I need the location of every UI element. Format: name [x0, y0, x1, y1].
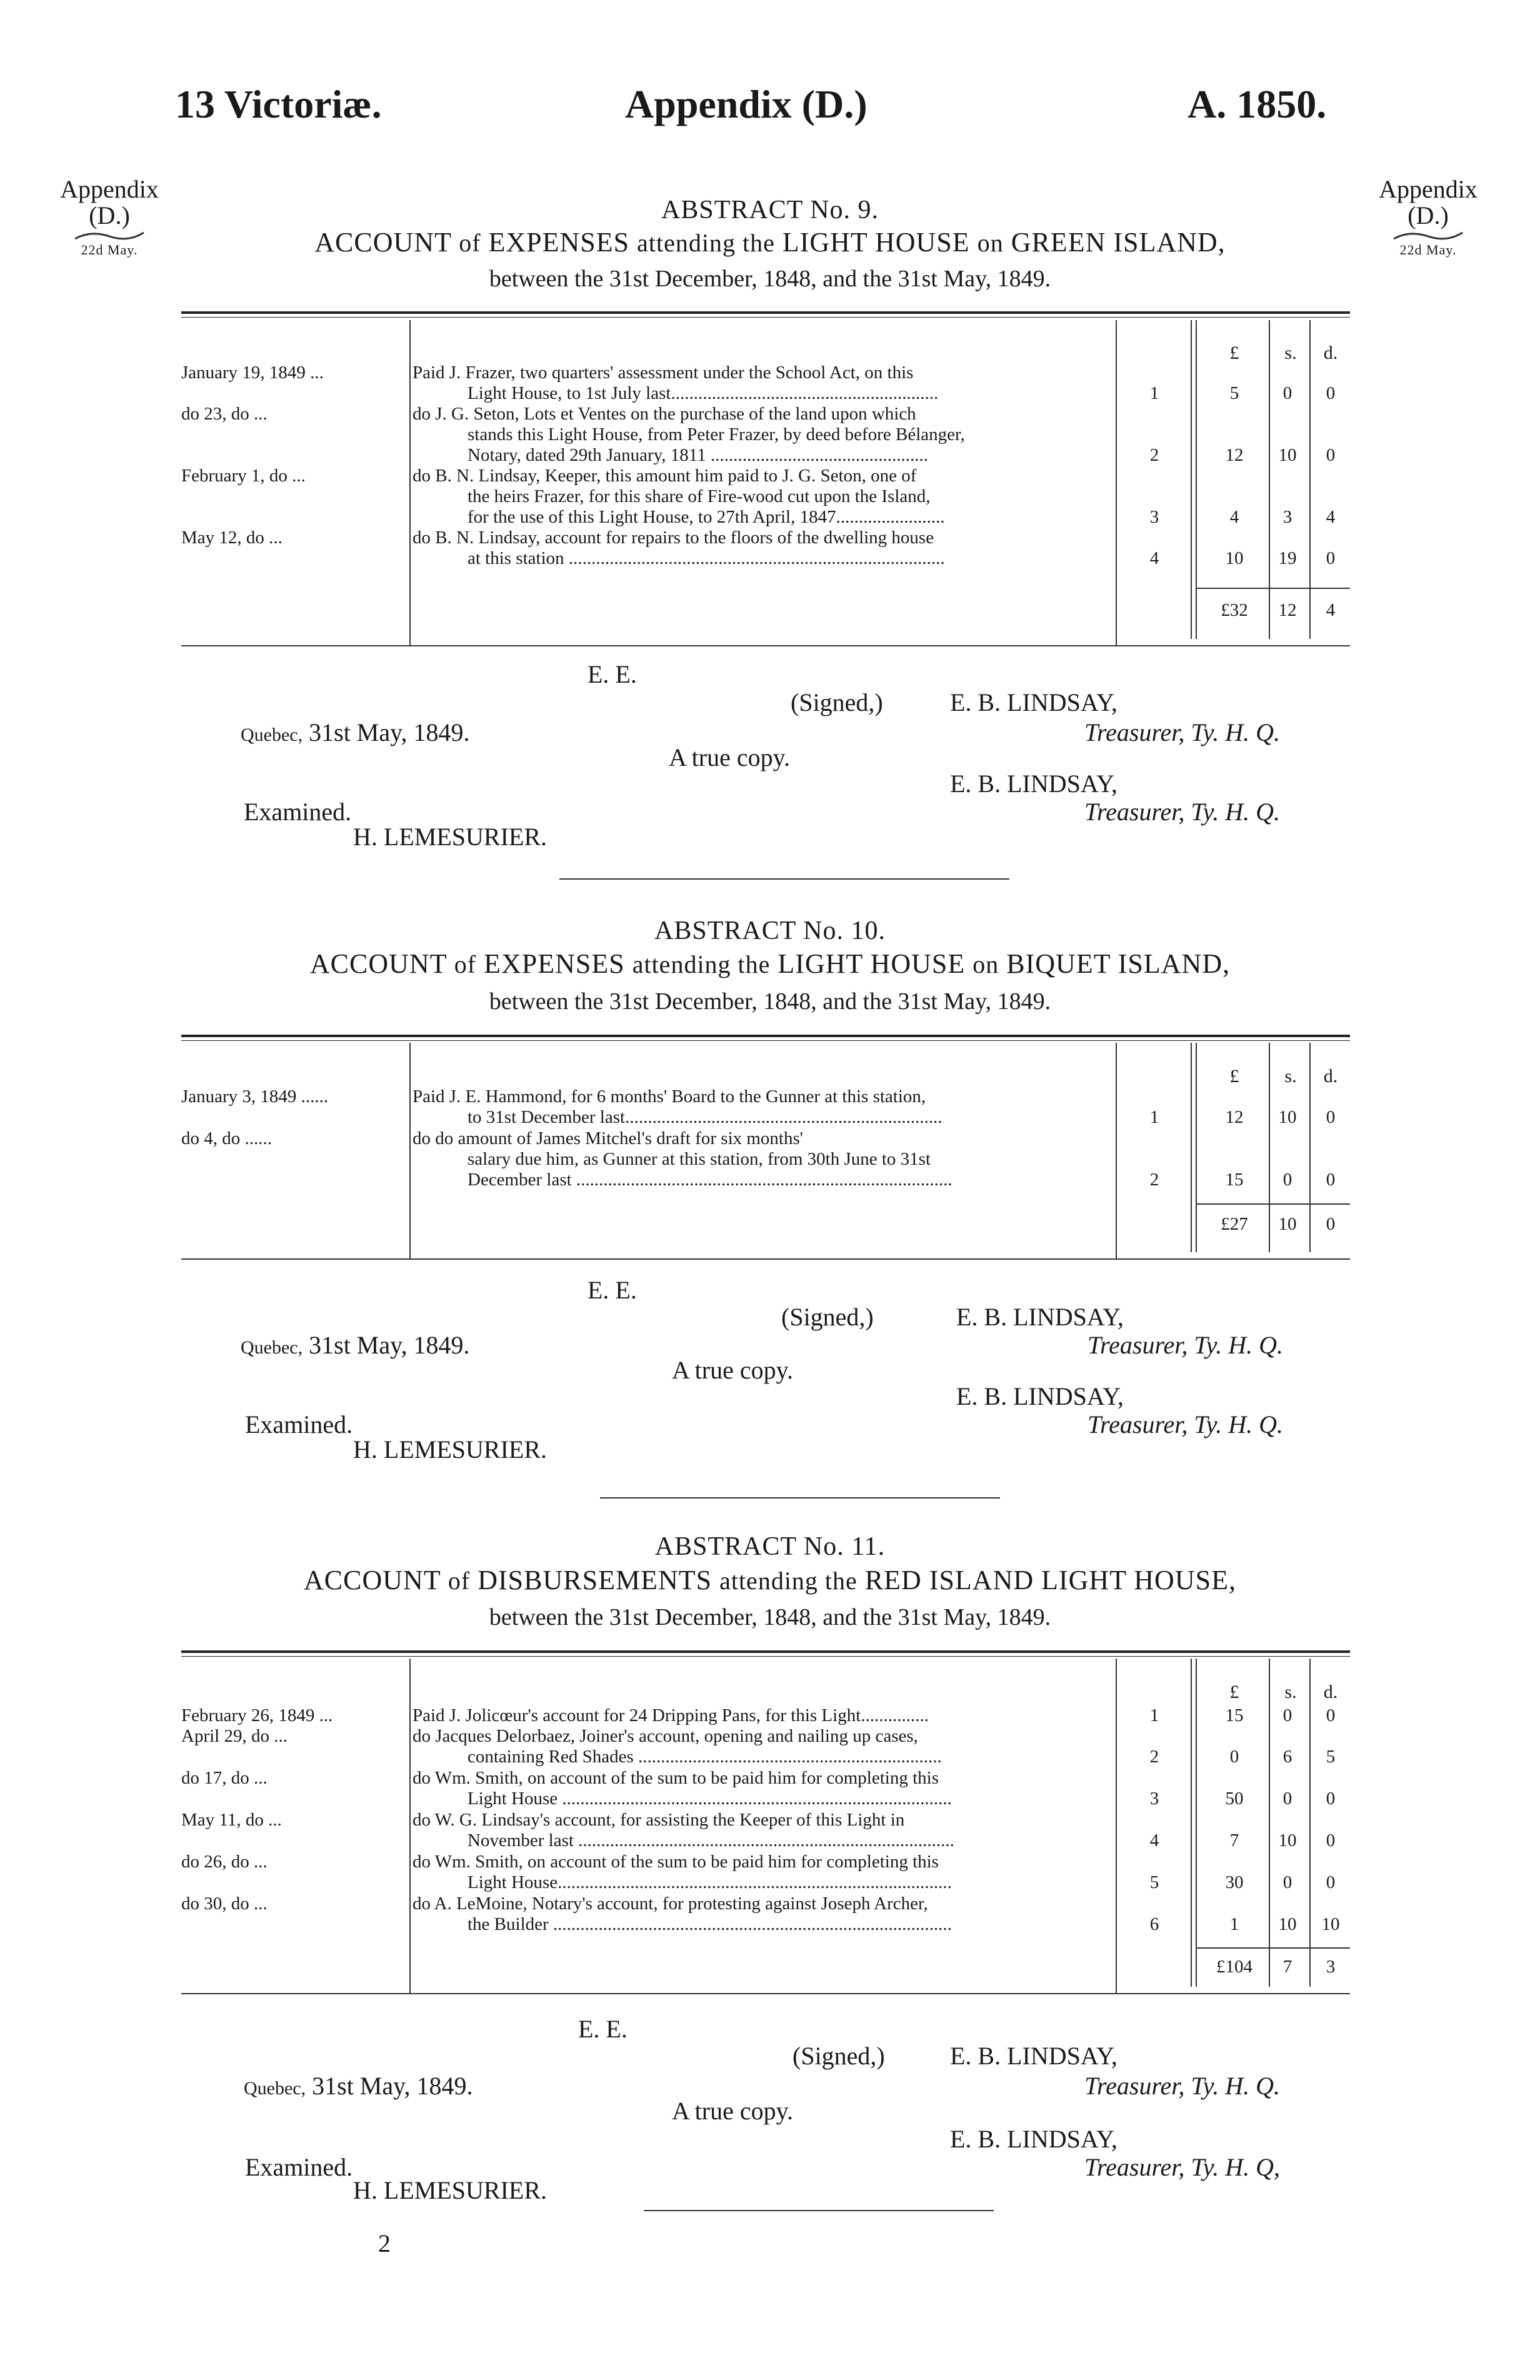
entry-description — [412, 1128, 1106, 1190]
abstract-number: ABSTRACT No. 9. — [661, 196, 879, 224]
account-title — [0, 226, 1540, 258]
table-bottom-rule — [181, 1993, 1350, 1994]
entry-line: do B. N. Lindsay, Keeper, this amount him paid to J. G. Seton, one of — [412, 466, 917, 486]
page-folio: 2 — [378, 2229, 391, 2257]
column-divider — [1191, 1043, 1192, 1252]
table-bottom-rule — [181, 1258, 1350, 1260]
table-bottom-rule — [181, 645, 1350, 646]
entry-ref: 3 — [1149, 507, 1159, 527]
signer-name: E. B. LINDSAY, — [956, 1303, 1124, 1331]
entry-date: do 17, do ... — [181, 1768, 268, 1788]
section-divider — [600, 1497, 1000, 1501]
total-shillings: 7 — [1282, 1957, 1292, 1977]
total-pounds: £27 — [1221, 1214, 1248, 1234]
col-head-shillings: s. — [1284, 1066, 1297, 1087]
account-title — [0, 1564, 1540, 1596]
title-lighthouse: LIGHT HOUSE — [778, 948, 966, 979]
place-date — [241, 1330, 470, 1360]
date: 31st May, 1849. — [309, 718, 470, 746]
entry-line: salary due him, as Gunner at this station, from 30th June to 31st — [468, 1149, 931, 1169]
section-divider — [559, 878, 1009, 882]
entry-line: Notary, dated 29th January, 1811 ................................................ — [468, 445, 928, 465]
entry-pence: 5 — [1326, 1747, 1336, 1767]
margin-note-title: Appendix — [60, 175, 159, 203]
title-attending: attending the — [632, 950, 771, 978]
entry-line: Paid J. Frazer, two quarters' assessment under the School Act, on this — [412, 363, 914, 383]
entry-description — [412, 1810, 1106, 1851]
title-of: of — [459, 229, 481, 257]
entry-line: do B. N. Lindsay, account for repairs to the floors of the dwelling house — [412, 528, 934, 548]
entry-shillings: 3 — [1282, 507, 1292, 527]
entry-ref: 2 — [1149, 1747, 1159, 1767]
entry-ref: 4 — [1149, 1830, 1159, 1850]
entry-line: do W. G. Lindsay's account, for assisting the Keeper of this Light in — [412, 1810, 905, 1830]
entry-shillings: 6 — [1282, 1747, 1292, 1767]
entry-line: do Jacques Delorbaez, Joiner's account, opening and nailing up cases, — [412, 1726, 918, 1746]
period-line: between the 31st December, 1848, and the 31st May, 1849. — [489, 988, 1051, 1015]
entry-line: stands this Light House, from Peter Frazer, by deed before Bélanger, — [468, 424, 965, 444]
entry-ref: 2 — [1149, 445, 1159, 465]
entry-description — [412, 1705, 1106, 1726]
entry-pounds: 1 — [1229, 1914, 1239, 1934]
entry-pounds: 50 — [1225, 1789, 1244, 1809]
entry-description — [412, 1726, 1106, 1767]
entry-line: December last ................................................................................... — [468, 1170, 952, 1190]
entry-pounds: 15 — [1225, 1705, 1244, 1725]
entry-date: May 12, do ... — [181, 528, 282, 548]
total-pence: 3 — [1326, 1957, 1336, 1977]
entry-ref: 1 — [1149, 383, 1159, 403]
entry-pounds: 30 — [1225, 1872, 1244, 1892]
col-head-pounds: £ — [1229, 343, 1239, 363]
entry-pence: 0 — [1326, 383, 1336, 403]
true-copy-label: A true copy. — [669, 743, 791, 771]
column-divider — [1116, 1043, 1117, 1258]
total-shillings: 10 — [1278, 1214, 1297, 1234]
column-divider — [1116, 320, 1117, 645]
section-divider — [644, 2210, 994, 2214]
entry-ref: 3 — [1149, 1789, 1159, 1809]
entry-shillings: 0 — [1282, 1170, 1292, 1190]
total-pence: 0 — [1326, 1214, 1336, 1234]
entry-line: to 31st December last...................................................................... — [468, 1107, 942, 1127]
entry-line: at this station ................................................................................... — [468, 548, 945, 568]
column-divider — [1191, 1659, 1192, 1987]
entry-description — [412, 1894, 1106, 1935]
examiner-name: H. LEMESURIER. — [353, 823, 547, 851]
signer-name: E. B. LINDSAY, — [950, 770, 1118, 798]
entry-pence: 0 — [1326, 1170, 1336, 1190]
running-head — [175, 81, 1362, 138]
place: Quebec, — [241, 1337, 303, 1358]
entry-date: do 4, do ...... — [181, 1128, 272, 1148]
entry-pence: 0 — [1326, 1789, 1336, 1809]
column-divider — [1196, 320, 1197, 639]
entry-ref: 1 — [1149, 1705, 1159, 1725]
entry-date: do 23, do ... — [181, 404, 268, 424]
entry-pounds: 12 — [1225, 445, 1244, 465]
entry-pounds: 4 — [1229, 507, 1239, 527]
signer-title: Treasurer, Ty. H. Q. — [1084, 798, 1281, 826]
entry-line: do Wm. Smith, on account of the sum to be paid him for completing this — [412, 1768, 939, 1788]
entry-date: do 26, do ... — [181, 1852, 268, 1872]
title-account: ACCOUNT — [309, 948, 447, 979]
entry-pence: 4 — [1326, 507, 1336, 527]
place: Quebec, — [241, 725, 303, 745]
entry-pence: 0 — [1326, 548, 1336, 568]
true-copy-label: A true copy. — [672, 1356, 794, 1384]
title-of: of — [454, 950, 477, 978]
entry-date: January 3, 1849 ...... — [181, 1087, 329, 1107]
entry-date: January 19, 1849 ... — [181, 363, 324, 383]
entry-date: February 26, 1849 ... — [181, 1705, 333, 1725]
entry-description — [412, 1852, 1106, 1893]
entry-shillings: 0 — [1282, 1872, 1292, 1892]
ee-mark: E. E. — [588, 660, 637, 688]
examiner-name: H. LEMESURIER. — [353, 1435, 547, 1464]
entry-line: Light House, to 1st July last........................................................... — [468, 383, 939, 403]
ee-mark: E. E. — [588, 1276, 637, 1304]
title-kind: EXPENSES — [484, 948, 625, 979]
double-rule — [181, 1035, 1350, 1041]
entry-shillings: 10 — [1278, 1107, 1297, 1127]
title-island: GREEN ISLAND, — [1011, 227, 1226, 258]
title-account: ACCOUNT — [304, 1565, 441, 1595]
signed-label: (Signed,) — [791, 688, 883, 716]
examiner-name: H. LEMESURIER. — [353, 2176, 547, 2204]
signed-label: (Signed,) — [792, 2042, 885, 2070]
column-divider — [1196, 1659, 1197, 1987]
entry-pounds: 12 — [1225, 1107, 1244, 1127]
entry-line: do Wm. Smith, on account of the sum to be paid him for completing this — [412, 1852, 939, 1872]
period-line: between the 31st December, 1848, and the 31st May, 1849. — [489, 1604, 1051, 1630]
entry-pounds: 10 — [1225, 548, 1244, 568]
margin-note-mark: (D.) — [1408, 201, 1449, 229]
signed-label: (Signed,) — [781, 1303, 874, 1331]
double-rule — [181, 1650, 1350, 1657]
total-pounds: £32 — [1221, 600, 1248, 620]
column-divider — [409, 320, 411, 645]
entry-date: May 11, do ... — [181, 1810, 282, 1830]
title-on: on — [977, 229, 1004, 257]
entry-shillings: 19 — [1278, 548, 1297, 568]
entry-shillings: 0 — [1282, 383, 1292, 403]
title-account: ACCOUNT — [314, 227, 452, 258]
entry-pence: 0 — [1326, 1872, 1336, 1892]
entry-date: April 29, do ... — [181, 1726, 288, 1746]
entry-description — [412, 404, 1106, 466]
margin-note-title: Appendix — [1379, 175, 1478, 203]
abstract-number: ABSTRACT No. 11. — [654, 1532, 886, 1561]
entry-shillings: 0 — [1282, 1705, 1292, 1725]
entry-line: the Builder ........................................................................................ — [468, 1914, 952, 1934]
entry-ref: 5 — [1149, 1872, 1159, 1892]
entry-shillings: 10 — [1278, 1830, 1297, 1850]
entry-shillings: 10 — [1278, 1914, 1297, 1934]
running-head-center: Appendix (D.) — [625, 82, 868, 126]
entry-ref: 1 — [1149, 1107, 1159, 1127]
entry-ref: 2 — [1149, 1170, 1159, 1190]
col-head-pence: d. — [1323, 1682, 1338, 1702]
column-divider — [1309, 1043, 1311, 1252]
date: 31st May, 1849. — [312, 2072, 473, 2100]
entry-description — [412, 466, 1106, 528]
title-attending: attending the — [637, 229, 775, 257]
total-pence: 4 — [1326, 600, 1336, 620]
date: 31st May, 1849. — [309, 1331, 470, 1359]
title-kind: EXPENSES — [488, 227, 630, 258]
entry-ref: 4 — [1149, 548, 1159, 568]
margin-note-date: 22d May. — [1399, 242, 1457, 258]
entry-line: do A. LeMoine, Notary's account, for protesting against Joseph Archer, — [412, 1894, 928, 1914]
column-divider — [1269, 320, 1270, 639]
signer-title: Treasurer, Ty. H. Q. — [1084, 718, 1281, 746]
column-divider — [409, 1043, 411, 1258]
entry-shillings: 0 — [1282, 1789, 1292, 1809]
signer-title: Treasurer, Ty. H. Q. — [1088, 1410, 1284, 1439]
abstract-number: ABSTRACT No. 10. — [654, 916, 886, 945]
total-rule — [1196, 1203, 1350, 1205]
running-head-left: 13 Victoriæ. — [175, 82, 382, 126]
signer-name: E. B. LINDSAY, — [950, 2125, 1118, 2153]
col-head-pounds: £ — [1229, 1682, 1239, 1702]
total-pounds: £104 — [1216, 1957, 1252, 1977]
col-head-pounds: £ — [1229, 1066, 1239, 1087]
total-rule — [1196, 1947, 1350, 1949]
entry-description — [412, 1768, 1106, 1809]
account-title — [0, 948, 1540, 980]
entry-shillings: 10 — [1278, 445, 1297, 465]
entry-pence: 0 — [1326, 1107, 1336, 1127]
entry-pence: 0 — [1326, 1830, 1336, 1850]
column-divider — [409, 1659, 411, 1993]
column-divider — [1196, 1043, 1197, 1252]
entry-pence: 0 — [1326, 445, 1336, 465]
total-rule — [1196, 588, 1350, 589]
entry-pounds: 0 — [1229, 1747, 1239, 1767]
entry-pence: 10 — [1321, 1914, 1340, 1934]
true-copy-label: A true copy. — [672, 2097, 794, 2125]
entry-line: containing Red Shades ................................................................... — [468, 1747, 942, 1767]
margin-note-date: 22d May. — [81, 242, 138, 258]
entry-description — [412, 528, 1106, 569]
place: Quebec, — [244, 2078, 306, 2099]
entry-line: the heirs Frazer, for this share of Fire-wood cut upon the Island, — [468, 486, 931, 506]
entry-pounds: 7 — [1229, 1830, 1239, 1850]
entry-pence: 0 — [1326, 1705, 1336, 1725]
column-divider — [1309, 320, 1311, 639]
examined-label: Examined. — [245, 2153, 353, 2181]
entry-date: February 1, do ... — [181, 466, 306, 486]
title-lighthouse: RED ISLAND LIGHT HOUSE, — [864, 1565, 1236, 1595]
signer-title: Treasurer, Ty. H. Q. — [1084, 2072, 1281, 2100]
title-kind: DISBURSEMENTS — [478, 1565, 712, 1595]
signer-title: Treasurer, Ty. H. Q, — [1084, 2153, 1281, 2181]
entry-ref: 6 — [1149, 1914, 1159, 1934]
col-head-shillings: s. — [1284, 343, 1297, 363]
signer-name: E. B. LINDSAY, — [950, 688, 1118, 716]
signer-name: E. B. LINDSAY, — [956, 1382, 1124, 1410]
entry-description — [412, 1087, 1106, 1128]
col-head-shillings: s. — [1284, 1682, 1297, 1702]
entry-line: Light House....................................................................................... — [468, 1872, 952, 1892]
entry-line: Paid J. Jolicœur's account for 24 Dripping Pans, for this Light............... — [412, 1705, 929, 1725]
period-line: between the 31st December, 1848, and the 31st May, 1849. — [489, 266, 1051, 292]
entry-line: Paid J. E. Hammond, for 6 months' Board to the Gunner at this station, — [412, 1087, 926, 1107]
title-lighthouse: LIGHT HOUSE — [782, 227, 970, 258]
col-head-pence: d. — [1323, 343, 1338, 363]
entry-pounds: 15 — [1225, 1170, 1244, 1190]
ee-mark: E. E. — [578, 2015, 628, 2043]
examined-label: Examined. — [244, 798, 352, 826]
col-head-pence: d. — [1323, 1066, 1338, 1087]
entry-pounds: 5 — [1229, 383, 1239, 403]
title-attending: attending the — [719, 1567, 858, 1595]
title-of: of — [448, 1567, 471, 1595]
double-rule — [181, 311, 1350, 318]
total-shillings: 12 — [1278, 600, 1297, 620]
entry-line: do do amount of James Mitchel's draft for six months' — [412, 1128, 804, 1148]
column-divider — [1309, 1659, 1311, 1987]
column-divider — [1116, 1659, 1117, 1993]
entry-line: for the use of this Light House, to 27th April, 1847........................ — [468, 507, 945, 527]
signer-title: Treasurer, Ty. H. Q. — [1088, 1331, 1284, 1359]
entry-line: do J. G. Seton, Lots et Ventes on the purchase of the land upon which — [412, 404, 916, 424]
title-on: on — [972, 950, 999, 978]
entry-date: do 30, do ... — [181, 1894, 268, 1914]
entry-description — [412, 363, 1106, 404]
signer-name: E. B. LINDSAY, — [950, 2042, 1118, 2070]
margin-note-mark: (D.) — [89, 201, 130, 229]
column-divider — [1191, 320, 1192, 639]
place-date — [244, 2071, 473, 2101]
entry-line: Light House ...................................................................................... — [468, 1789, 952, 1809]
running-head-right: A. 1850. — [1188, 82, 1327, 126]
place-date — [241, 718, 470, 747]
entry-line: November last ................................................................................... — [468, 1830, 954, 1850]
examined-label: Examined. — [245, 1410, 353, 1439]
title-island: BIQUET ISLAND, — [1006, 948, 1231, 979]
